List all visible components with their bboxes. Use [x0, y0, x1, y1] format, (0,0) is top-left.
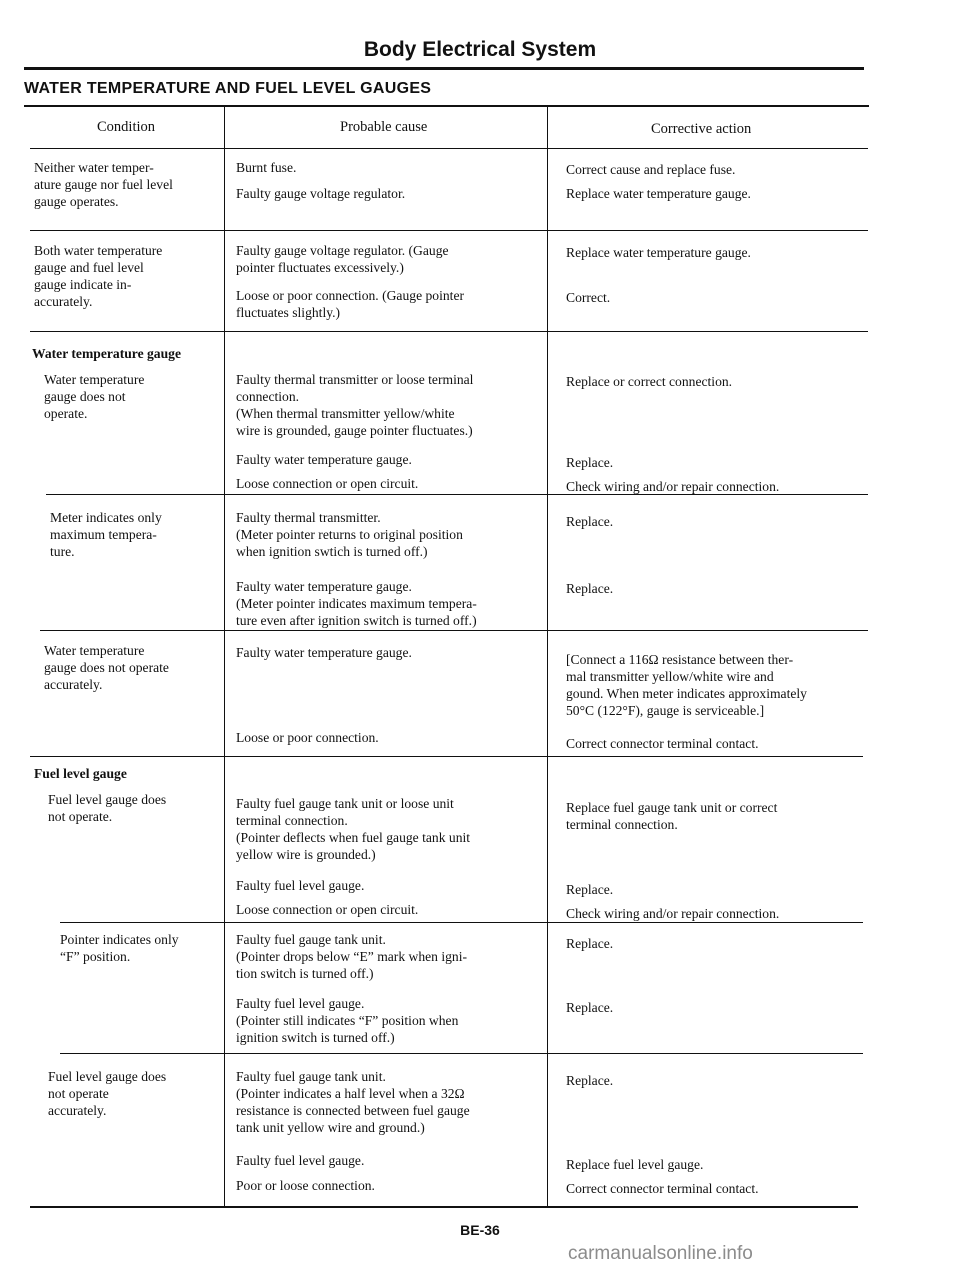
action-cell: Check wiring and/or repair connection. [566, 906, 780, 921]
action-cell: Replace. [566, 455, 614, 470]
action-cell: Replace. [566, 882, 614, 897]
cause-cell: Loose or poor connection. (Gauge pointer fluctuates slightly.) [236, 288, 465, 320]
action-cell: Replace water temperature gauge. [566, 186, 751, 201]
cause-cell: Loose connection or open circuit. [236, 902, 419, 917]
cause-cell: Faulty fuel level gauge. [236, 1153, 365, 1168]
action-cell: Replace. [566, 581, 614, 596]
cause-cell: Loose or poor connection. [236, 730, 379, 745]
row-rule [30, 756, 863, 757]
column-header-corrective-action: Corrective action [651, 121, 752, 137]
watermark: carmanualsonline.info [568, 1243, 753, 1264]
action-cell: Replace or correct connection. [566, 374, 733, 389]
condition-cell: Fuel level gauge does not operate. [48, 792, 167, 824]
action-cell: Correct connector terminal contact. [566, 736, 759, 751]
cause-cell: Poor or loose connection. [236, 1178, 375, 1193]
action-cell: Replace. [566, 514, 614, 529]
cause-cell: Burnt fuse. [236, 160, 297, 175]
condition-cell: Fuel level gauge does not operate accurately. [48, 1069, 167, 1118]
cause-cell: Faulty water temperature gauge. [236, 452, 412, 467]
cause-cell: Faulty gauge voltage regulator. [236, 186, 406, 201]
condition-cell: Both water temperature gauge and fuel level gauge indicate in- accurately. [34, 243, 163, 309]
column-divider-1 [224, 106, 225, 1208]
condition-cell: Meter indicates only maximum tempera- ture. [50, 510, 162, 559]
action-cell: Correct cause and replace fuse. [566, 162, 736, 177]
row-rule [60, 1053, 863, 1054]
condition-cell: Water temperature gauge does not operate accurately. [44, 643, 169, 692]
group-heading-fuel: Fuel level gauge [34, 766, 127, 781]
row-rule [60, 922, 863, 923]
action-cell: Replace fuel gauge tank unit or correct terminal connection. [566, 800, 778, 832]
cause-cell: Faulty fuel level gauge. (Pointer still indicates “F” position when ignition switch is turned off.) [236, 996, 459, 1045]
column-header-probable-cause: Probable cause [340, 119, 428, 135]
cause-cell: Faulty water temperature gauge. [236, 645, 412, 660]
column-divider-2 [547, 106, 548, 1208]
cause-cell: Faulty fuel gauge tank unit or loose unit terminal connection. (Pointer deflects when fuel gauge tank unit yellow wire is grounded.) [236, 796, 471, 862]
table-bottom-rule [30, 1206, 858, 1208]
cause-cell: Loose connection or open circuit. [236, 476, 419, 491]
section-title: WATER TEMPERATURE AND FUEL LEVEL GAUGES [24, 80, 432, 97]
action-cell: Correct. [566, 290, 611, 305]
action-cell: [Connect a 116Ω resistance between ther- mal transmitter yellow/white wire and gound. When meter indicates approximately 50°C (122°F), gauge is serviceable.] [566, 652, 807, 718]
action-cell: Replace. [566, 936, 614, 951]
page-header-title: Body Electrical System [363, 38, 597, 61]
column-header-condition: Condition [97, 119, 156, 135]
row-rule [30, 331, 868, 332]
action-cell: Replace water temperature gauge. [566, 245, 751, 260]
condition-cell: Neither water temper- ature gauge nor fuel level gauge operates. [34, 160, 173, 209]
cause-cell: Faulty gauge voltage regulator. (Gauge pointer fluctuates excessively.) [236, 243, 449, 275]
action-cell: Replace. [566, 1000, 614, 1015]
cause-cell: Faulty thermal transmitter. (Meter pointer returns to original position when ignition swtich is turned off.) [236, 510, 463, 559]
condition-cell: Pointer indicates only “F” position. [60, 932, 179, 964]
condition-cell: Water temperature gauge does not operate. [44, 372, 145, 421]
action-cell: Correct connector terminal contact. [566, 1181, 759, 1196]
action-cell: Replace fuel level gauge. [566, 1157, 704, 1172]
cause-cell: Faulty water temperature gauge. (Meter pointer indicates maximum tempera- ture even after ignition switch is turned off.) [236, 579, 477, 628]
row-rule [40, 630, 868, 631]
header-bottom-rule [30, 148, 868, 149]
group-heading-water: Water temperature gauge [32, 346, 181, 361]
cause-cell: Faulty fuel level gauge. [236, 878, 365, 893]
cause-cell: Faulty fuel gauge tank unit. (Pointer indicates a half level when a 32Ω resistance is connected between fuel gauge tank unit yellow wire and ground.) [236, 1069, 470, 1135]
row-rule [30, 230, 868, 231]
cause-cell: Faulty fuel gauge tank unit. (Pointer drops below “E” mark when igni- tion switch is turned off.) [236, 932, 468, 981]
table-top-rule [24, 105, 869, 107]
page-number: BE-36 [460, 1222, 500, 1238]
header-rule [24, 67, 864, 70]
action-cell: Check wiring and/or repair connection. [566, 479, 780, 494]
cause-cell: Faulty thermal transmitter or loose terminal connection. (When thermal transmitter yellow/white wire is grounded, gauge pointer fluctuates.) [236, 372, 474, 438]
action-cell: Replace. [566, 1073, 614, 1088]
